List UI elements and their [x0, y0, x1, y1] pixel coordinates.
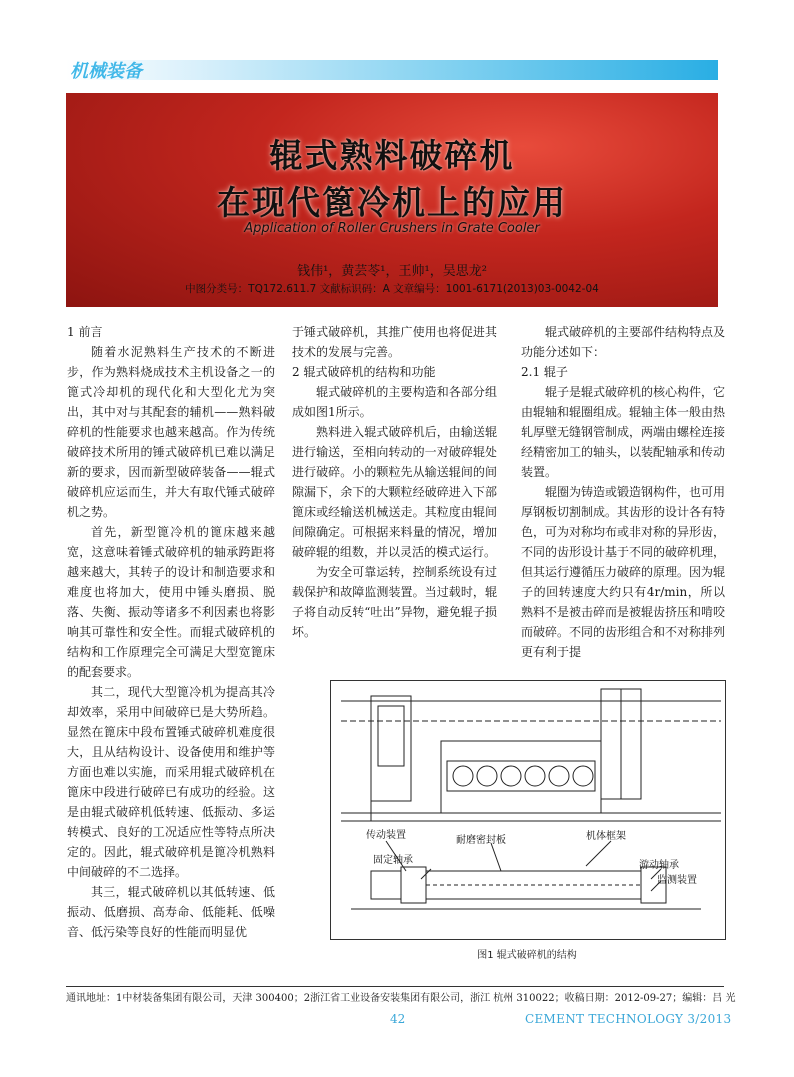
title-banner	[66, 93, 718, 307]
paragraph: 辊子是辊式破碎机的核心构件，它由辊轴和辊圈组成。辊轴主体一般由热轧厚壁无缝钢管制成，两端由螺栓连接经精密加工的轴头，以装配轴承和传动装置。	[521, 385, 726, 479]
fixed-bearing-housing	[401, 867, 426, 903]
article-title-line1: 辊式熟料破碎机	[269, 136, 515, 175]
housing-left	[371, 696, 411, 801]
page-number: 42	[390, 1012, 406, 1026]
section-heading-2-1: 2.1 辊子	[521, 365, 568, 379]
label-monitor: 监测装置	[657, 875, 697, 886]
label-seal: 耐磨密封板	[456, 835, 506, 846]
label-float-bearing: 游动轴承	[639, 860, 679, 871]
roller	[573, 766, 593, 786]
text-column-3	[521, 322, 725, 662]
label-fixed-bearing: 固定轴承	[373, 855, 413, 866]
paragraph: 辊圈为铸造或锻造钢构件，也可用厚钢板切割制成。其齿形的设计各有特色，可为对称均布或非对称的异形齿，不同的齿形设计基于不同的破碎机理，但其运行遵循压力破碎的原理。因为辊子的回转速度大约只有4r/min，所以熟料不是被击碎而是被辊齿挤压和啃咬而破碎。不同的齿形组合和不对称排列更有利于提	[521, 485, 726, 659]
roller	[453, 766, 473, 786]
roller	[549, 766, 569, 786]
roller	[477, 766, 497, 786]
footer-rule	[66, 986, 724, 987]
section-tag-bar	[66, 60, 718, 80]
inspection-door	[378, 706, 404, 766]
paragraph: 辊式破碎机的主要构造和各部分组成如图1所示。	[292, 385, 497, 419]
roller	[525, 766, 545, 786]
paragraph: 熟料进入辊式破碎机后，由输送辊进行输送，至相向转动的一对破碎辊处进行破碎。小的颗粒先从输送辊间的间隙漏下，余下的大颗粒经破碎进入下部篦床或经输送机械送走。其粒度由辊间间隙确定。可根据来料量的情况，增加破碎辊的组数，并以灵活的模式运行。	[292, 425, 497, 559]
article-classification: 中图分类号：TQ172.611.7 文献标识码：A 文章编号：1001-6171(2013)03-0042-04	[185, 283, 599, 295]
label-drive: 传动装置	[366, 830, 406, 841]
label-frame: 机体框架	[586, 831, 626, 842]
journal-name: CEMENT TECHNOLOGY 3/2013	[525, 1012, 732, 1026]
paragraph: 其二，现代大型篦冷机为提高其冷却效率，采用中间破碎已是大势所趋。显然在篦床中段布置锤式破碎机难度很大，且从结构设计、设备使用和维护等方面也难以实施，而采用辊式破碎机在篦床中段进行破碎已有成功的经验。这是由辊式破碎机低转速、低振动、多运转模式、良好的工况适应性等特点所决定的。因此，辊式破碎机是篦冷机熟料中间破碎的不二选择。	[67, 685, 275, 879]
section-tag-label: 机械装备	[70, 61, 142, 82]
paragraph: 首先，新型篦冷机的篦床越来越宽，这意味着锤式破碎机的轴承跨距将越来越大，其转子的设计和制造要求和难度也将加大，使用中锤头磨损、脱落、失衡、振动等诸多不利因素也将影响其可靠性和安全性。而辊式破碎机的结构和工作原理完全可满足大型宽篦床的配套要求。	[67, 525, 275, 679]
paragraph: 辊式破碎机的主要部件结构特点及功能分述如下：	[521, 325, 726, 359]
article-title-line2: 在现代篦冷机上的应用	[217, 183, 567, 222]
paragraph: 随着水泥熟料生产技术的不断进步，作为熟料烧成技术主机设备之一的篦式冷却机的现代化和大型化尤为突出，其中对与其配套的辅机——熟料破碎机的性能要求也越来越高。作为传统破碎技术所用的锤式破碎机已难以满足新的要求，因而新型破碎装备——辊式破碎机应运而生，并大有取代锤式破碎机之势。	[67, 345, 275, 519]
article-authors: 钱伟¹，黄芸苓¹，王帅¹，吴思龙²	[297, 264, 487, 279]
section-heading-1: 1 前言	[67, 325, 103, 339]
paragraph-continued: 于锤式破碎机，其推广使用也将促进其技术的发展与完善。	[292, 325, 497, 359]
footnote-address: 通讯地址：1中材装备集团有限公司，天津 300400；2浙江省工业设备安装集团有限公司，浙江 杭州 310022；收稿日期：2012-09-27；编辑：吕 光	[66, 993, 736, 1004]
figure-caption: 图1 辊式破碎机的结构	[477, 950, 577, 961]
paragraph: 其三，辊式破碎机以其低转速、低振动、低磨损、高寿命、低能耗、低噪音、低污染等良好的性能而明显优	[67, 885, 275, 939]
figure-roller-crusher	[330, 680, 726, 940]
roller	[501, 766, 521, 786]
text-column-2	[292, 322, 497, 642]
paragraph: 为安全可靠运转，控制系统设有过载保护和故障监测装置。当过载时，辊子将自动反转“吐出”异物，避免辊子损坏。	[292, 565, 497, 639]
text-column-1	[67, 322, 275, 942]
drive-unit	[371, 871, 401, 899]
roller-crusher-drawing	[331, 681, 725, 939]
article-subtitle-en: Application of Roller Crushers in Grate Cooler	[244, 221, 540, 236]
section-heading-2: 2 辊式破碎机的结构和功能	[292, 365, 436, 379]
